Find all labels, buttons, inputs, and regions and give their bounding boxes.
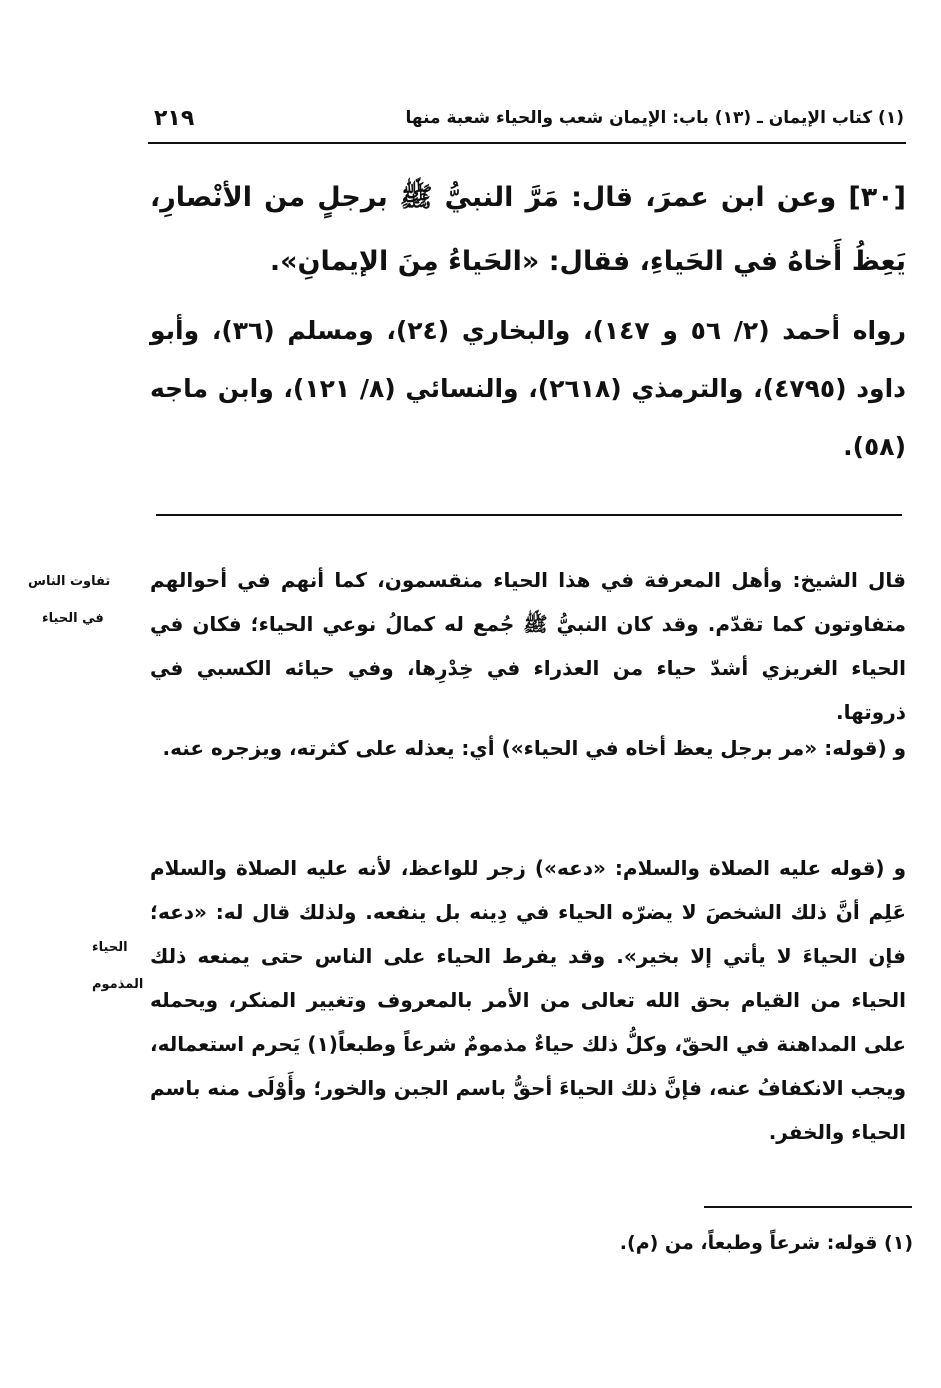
- commentary-paragraph-2: و (قوله: «مر برجل يعظ أخاه في الحياء») أي: يعذله على كثرته، ويزجره عنه.: [162, 736, 906, 760]
- hadith-text: [٣٠] وعن ابن عمرَ، قال: مَرَّ النبيُّ ﷺ برجلٍ من الأنْصارِ، يَعِظُ أَخاهُ في الحَياءِ، فقال: «الحَياءُ مِنَ الإيمانِ».: [150, 182, 906, 277]
- margin-note-4: المذموم: [92, 977, 144, 992]
- commentary-paragraph-3: و (قوله عليه الصلاة والسلام: «دعه») زجر للواعظ، لأنه عليه الصلاة والسلام عَلِم أنَّ ذلك الشخصَ لا يضرّه الحياء في دِينه بل ينفعه. ولذلك قال له: «دعه؛ فإن الحياءَ لا يأتي إلا بخير». وقد يفرط الحياء على الناس حتى يمنعه ذلك الحياء من القيام بحق الله تعالى من الأمر بالمعروف وتغيير المنكر، ويحمله على المداهنة في الحقّ، وكلُّ ذلك حياءٌ مذمومٌ شرعاً وطبعاً(١) يَحرم استعماله، ويجب الانكفافُ عنه، فإنَّ ذلك الحياءَ أحقُّ باسم الجبن والخور؛ وأَوْلَى منه باسم الحياء والخفر.: [150, 856, 906, 1144]
- footnote-rule: [704, 1206, 912, 1208]
- hadith-takhrij: رواه أحمد (٢/ ٥٦ و ١٤٧)، والبخاري (٢٤)، ومسلم (٣٦)، وأبو داود (٤٧٩٥)، والترمذي (٢٦١٨)، والنسائي (٨/ ١٢١)، وابن ماجه (٥٨).: [150, 316, 907, 461]
- margin-note-2: في الحياء: [42, 611, 104, 626]
- section-divider: [156, 514, 902, 516]
- margin-note-1: تفاوت الناس: [28, 574, 111, 589]
- header-rule: [148, 142, 906, 144]
- page-number: ٢١٩: [154, 106, 195, 131]
- footnote: (١) قوله: شرعاً وطبعاً، من (م).: [619, 1232, 913, 1254]
- running-head: [148, 108, 904, 140]
- margin-note-3: الحياء: [92, 940, 128, 955]
- running-head-title: (١) كتاب الإيمان ـ (١٣) باب: الإيمان شعب والحياء شعبة منها: [405, 108, 904, 128]
- commentary-paragraph-1: قال الشيخ: وأهل المعرفة في هذا الحياء منقسمون، كما أنهم في أحوالهم متفاوتون كما تقدّم. وقد كان النبيُّ ﷺ جُمع له كمالُ نوعي الحياء؛ فكان في الحياء الغريزي أشدّ حياء من العذراء في خِدْرِها، وفي حيائه الكسبي في ذروتها.: [150, 568, 906, 724]
